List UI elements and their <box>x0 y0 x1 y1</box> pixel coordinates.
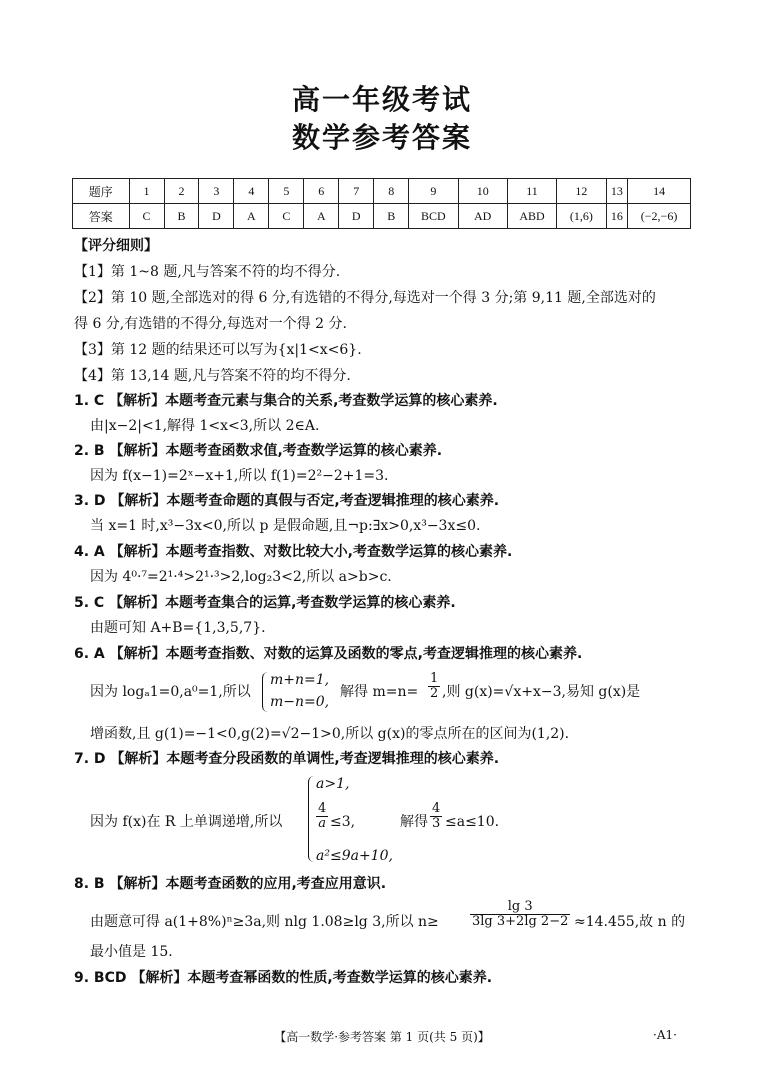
exam-title: 高一年级考试 <box>291 83 472 116</box>
table-cell: 6 <box>304 179 339 204</box>
scoring-rule: 【4】第 13,14 题,凡与答案不符的均不得分. <box>74 368 351 384</box>
table-cell: (1,6) <box>557 204 606 229</box>
table-cell: 16 <box>606 204 628 229</box>
table-cell: 12 <box>557 179 606 204</box>
question-head: 9. BCD 【解析】本题考查幂函数的性质,考查数学运算的核心素养. <box>74 970 493 986</box>
table-cell: A <box>234 204 269 229</box>
table-cell: C <box>129 204 164 229</box>
question-body: 因为 4⁰·⁷=2¹·⁴>2¹·³>2,log₂3<2,所以 a>b>c. <box>90 569 392 585</box>
question-body: ≤a≤10. <box>445 814 500 830</box>
question-head: 8. B 【解析】本题考查函数的应用,考查应用意识. <box>74 876 387 892</box>
question-head: 6. A 【解析】本题考查指数、对数的运算及函数的零点,考查逻辑推理的核心素养. <box>74 646 583 662</box>
question-body: 由题可知 A+B={1,3,5,7}. <box>90 620 266 636</box>
answer-table <box>72 178 691 229</box>
page-code: ·A1· <box>653 1028 677 1042</box>
table-row-label: 答案 <box>73 204 130 229</box>
table-cell: A <box>304 204 339 229</box>
question-body: 由题意可得 a(1+8%)ⁿ≥3a,则 nlg 1.08≥lg 3,所以 n≥ <box>90 914 439 930</box>
question-body: ,则 g(x)=√x+x−3,易知 g(x)是 <box>442 684 641 700</box>
question-head: 2. B 【解析】本题考查函数求值,考查数学运算的核心素养. <box>74 443 443 459</box>
brace-mark <box>262 672 269 712</box>
table-cell: 2 <box>164 179 199 204</box>
table-cell: ABD <box>507 204 556 229</box>
question-body: 解得 m=n= <box>340 684 419 700</box>
question-head: 3. D 【解析】本题考查命题的真假与否定,考查逻辑推理的核心素养. <box>74 493 500 509</box>
table-cell: 10 <box>458 179 507 204</box>
system-line: m+n=1, <box>270 672 330 688</box>
table-cell: (−2,−6) <box>628 204 691 229</box>
question-body: 当 x=1 时,x³−3x<0,所以 p 是假命题,且¬p:∃x>0,x³−3x≤0. <box>90 518 481 534</box>
table-cell: B <box>374 204 409 229</box>
fraction-numerator: 4 <box>432 801 441 816</box>
scoring-rule: 得 6 分,有选错的不得分,每选对一个得 2 分. <box>74 316 347 332</box>
question-head: 4. A 【解析】本题考查指数、对数比较大小,考查数学运算的核心素养. <box>74 544 513 560</box>
system-line: ≤3, <box>330 814 356 830</box>
table-cell: 14 <box>628 179 691 204</box>
table-cell: D <box>339 204 374 229</box>
question-body: 因为 f(x−1)=2ˣ−x+1,所以 f(1)=2²−2+1=3. <box>90 468 389 484</box>
table-cell: B <box>164 204 199 229</box>
question-head: 7. D 【解析】本题考查分段函数的单调性,考查逻辑推理的核心素养. <box>74 751 500 767</box>
brace-mark <box>308 776 315 862</box>
fraction-numerator: 1 <box>430 671 439 686</box>
table-row <box>73 179 691 204</box>
fraction-denominator: 2 <box>430 686 439 701</box>
fraction <box>430 802 442 831</box>
answer-title: 数学参考答案 <box>291 121 472 154</box>
question-body: 解得 <box>400 814 428 830</box>
fraction <box>470 900 570 929</box>
fraction-numerator: 4 <box>318 801 327 816</box>
page-footer: 【高一数学·参考答案 第 1 页(共 5 页)】 <box>274 1030 490 1044</box>
question-body: ≈14.455,故 n 的 <box>574 914 686 930</box>
question-head: 5. C 【解析】本题考查集合的运算,考查数学运算的核心素养. <box>74 595 456 611</box>
fraction <box>428 672 440 701</box>
system-line: a>1, <box>316 776 350 792</box>
question-body: 因为 logₐ1=0,a⁰=1,所以 <box>90 684 251 700</box>
question-body: 由|x−2|<1,解得 1<x<3,所以 2∈A. <box>90 418 320 434</box>
fraction-denominator: 3 <box>432 816 441 831</box>
table-cell: 8 <box>374 179 409 204</box>
table-row <box>73 204 691 229</box>
question-body: 最小值是 15. <box>90 944 173 960</box>
table-row-label: 题序 <box>73 179 130 204</box>
question-head: 1. C 【解析】本题考查元素与集合的关系,考查数学运算的核心素养. <box>74 393 498 409</box>
table-cell: 3 <box>199 179 234 204</box>
table-cell: 1 <box>129 179 164 204</box>
fraction <box>316 802 328 831</box>
scoring-rule: 【3】第 12 题的结果还可以写为{x|1<x<6}. <box>74 342 362 358</box>
table-cell: 5 <box>269 179 304 204</box>
table-cell: D <box>199 204 234 229</box>
table-cell: 4 <box>234 179 269 204</box>
system-line: a²≤9a+10, <box>316 848 393 864</box>
scoring-rule: 【1】第 1~8 题,凡与答案不符的均不得分. <box>74 264 341 280</box>
table-cell: AD <box>458 204 507 229</box>
question-body: 增函数,且 g(1)=−1<0,g(2)=√2−1>0,所以 g(x)的零点所在的区间为(1,2). <box>90 726 570 742</box>
fraction-denominator: 3lg 3+2lg 2−2 <box>472 914 569 929</box>
table-cell: 11 <box>507 179 556 204</box>
system-line: m−n=0, <box>270 694 330 710</box>
fraction-numerator: lg 3 <box>470 900 570 915</box>
scoring-rule: 【2】第 10 题,全部选对的得 6 分,有选错的不得分,每选对一个得 3 分;第 9,11 题,全部选对的 <box>74 290 656 306</box>
table-cell: 13 <box>606 179 628 204</box>
scoring-header: 【评分细则】 <box>74 238 158 254</box>
table-cell: 7 <box>339 179 374 204</box>
table-cell: C <box>269 204 304 229</box>
question-body: 因为 f(x)在 R 上单调递增,所以 <box>90 814 283 830</box>
fraction-denominator: a <box>318 816 327 831</box>
table-cell: 9 <box>409 179 458 204</box>
table-cell: BCD <box>409 204 458 229</box>
